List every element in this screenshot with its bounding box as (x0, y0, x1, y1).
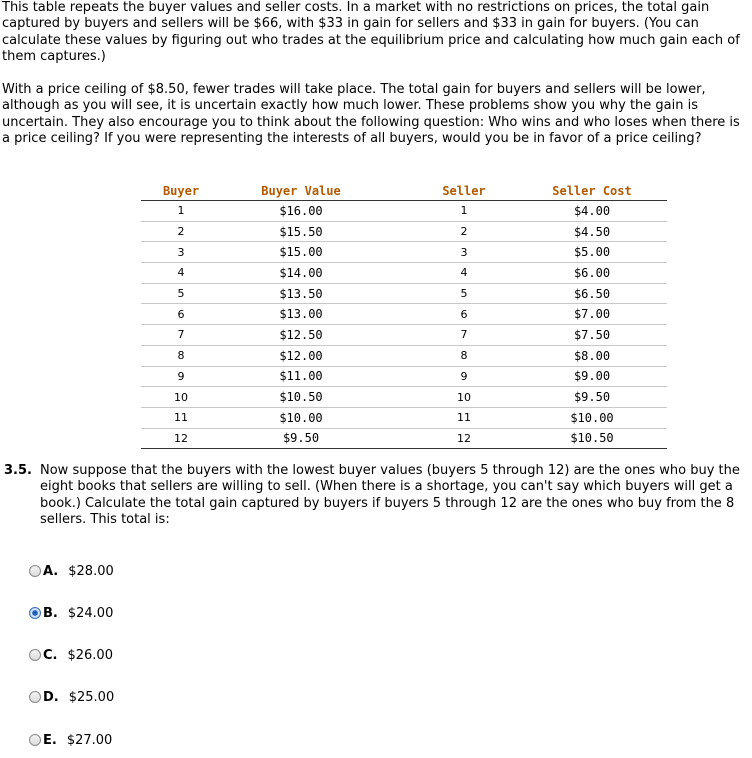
option-letter: C. (43, 647, 58, 663)
seller-number-cell: 1 (411, 201, 517, 222)
buyer-value-cell: $16.00 (221, 201, 381, 222)
buyer-number-cell: 12 (141, 428, 221, 449)
buyer-value-cell: $15.00 (221, 242, 381, 263)
spacer-cell (381, 304, 411, 325)
table-row (141, 407, 667, 428)
seller-cost-cell: $4.50 (517, 221, 667, 242)
table-row (141, 366, 667, 387)
seller-number-cell: 11 (411, 407, 517, 428)
question-text: Now suppose that the buyers with the lowest buyer values (buyers 5 through 12) are the ones who buy the eight books that sellers are willing to sell. (When there is a shortage, you can't say which buyers will get a book.) Calculate the total gain captured by buyers if buyers 5 through 12 are the ones who buy from the 8 sellers. This total is: (40, 463, 740, 528)
seller-cost-cell: $6.50 (517, 283, 667, 304)
seller-cost-cell: $9.50 (517, 387, 667, 408)
table-row (141, 387, 667, 408)
seller-cost-cell: $7.50 (517, 325, 667, 346)
buyer-number-cell: 10 (141, 387, 221, 408)
buyer-number-cell: 1 (141, 201, 221, 222)
radio-icon[interactable] (29, 734, 41, 746)
header-spacer (381, 182, 411, 201)
option-letter: D. (43, 689, 59, 705)
buyer-number-cell: 7 (141, 325, 221, 346)
buyer-number-cell: 5 (141, 283, 221, 304)
seller-cost-cell: $4.00 (517, 201, 667, 222)
seller-cost-cell: $10.00 (517, 407, 667, 428)
buyer-number-cell: 11 (141, 407, 221, 428)
question-number: 3.5. (4, 463, 32, 478)
seller-number-cell: 3 (411, 242, 517, 263)
option-value: $27.00 (66, 732, 113, 748)
option-value: $24.00 (67, 605, 114, 621)
answer-option[interactable] (29, 647, 113, 663)
seller-cost-cell: $7.00 (517, 304, 667, 325)
buyer-number-cell: 8 (141, 345, 221, 366)
buyer-value-cell: $14.00 (221, 263, 381, 284)
buyer-number-cell: 3 (141, 242, 221, 263)
seller-cost-cell: $8.00 (517, 345, 667, 366)
option-letter: E. (43, 732, 57, 748)
buyer-value-cell: $15.50 (221, 221, 381, 242)
buyer-number-cell: 9 (141, 366, 221, 387)
table-row (141, 304, 667, 325)
seller-cost-cell: $6.00 (517, 263, 667, 284)
spacer-cell (381, 325, 411, 346)
answer-option[interactable] (29, 732, 112, 748)
table-row (141, 345, 667, 366)
spacer-cell (381, 345, 411, 366)
seller-number-cell: 6 (411, 304, 517, 325)
spacer-cell (381, 242, 411, 263)
buyer-number-cell: 2 (141, 221, 221, 242)
answer-option[interactable] (29, 689, 114, 705)
table-row (141, 221, 667, 242)
spacer-cell (381, 283, 411, 304)
header-seller: Seller (411, 182, 517, 201)
seller-number-cell: 12 (411, 428, 517, 449)
table-row (141, 201, 667, 222)
table-row (141, 263, 667, 284)
option-value: $26.00 (67, 647, 113, 663)
spacer-cell (381, 428, 411, 449)
buyer-value-cell: $13.00 (221, 304, 381, 325)
radio-icon[interactable] (29, 649, 41, 661)
buyer-seller-table (141, 182, 667, 449)
radio-selected-icon[interactable] (29, 607, 41, 619)
table-header-row (141, 182, 667, 201)
header-buyer: Buyer (141, 182, 221, 201)
spacer-cell (381, 387, 411, 408)
answer-option[interactable] (29, 563, 114, 579)
seller-number-cell: 4 (411, 263, 517, 284)
buyer-value-cell: $12.00 (221, 345, 381, 366)
buyer-number-cell: 6 (141, 304, 221, 325)
buyer-value-cell: $10.50 (221, 387, 381, 408)
seller-number-cell: 10 (411, 387, 517, 408)
buyer-value-cell: $11.00 (221, 366, 381, 387)
seller-number-cell: 5 (411, 283, 517, 304)
header-buyer-value: Buyer Value (221, 182, 381, 201)
buyer-value-cell: $10.00 (221, 407, 381, 428)
buyer-value-cell: $12.50 (221, 325, 381, 346)
table-row (141, 428, 667, 449)
intro-paragraph-2: With a price ceiling of $8.50, fewer trades will take place. The total gain for buyers and sellers will be lower, although as you will see, it is uncertain exactly how much lower. These problems show you why the gain is uncertain. They also encourage you to think about the following question: Who wins and who loses when there is a price ceiling? If you were representing the interests of all buyers, would you be in favor of a price ceiling? (2, 82, 740, 147)
seller-number-cell: 7 (411, 325, 517, 346)
seller-cost-cell: $5.00 (517, 242, 667, 263)
intro-paragraph-1: This table repeats the buyer values and seller costs. In a market with no restrictions on prices, the total gain captured by buyers and sellers will be $66, with $33 in gain for sellers and $33 in gain for buyers. (You can calculate these values by figuring out who trades at the equilibrium price and calculating how much gain each of them captures.) (2, 0, 740, 65)
spacer-cell (381, 263, 411, 284)
buyer-value-cell: $9.50 (221, 428, 381, 449)
radio-icon[interactable] (29, 691, 41, 703)
seller-number-cell: 2 (411, 221, 517, 242)
table-row (141, 325, 667, 346)
seller-number-cell: 9 (411, 366, 517, 387)
table-row (141, 283, 667, 304)
answer-option[interactable] (29, 605, 113, 621)
seller-number-cell: 8 (411, 345, 517, 366)
option-letter: B. (43, 605, 58, 621)
option-letter: A. (43, 563, 59, 579)
buyer-value-cell: $13.50 (221, 283, 381, 304)
seller-cost-cell: $9.00 (517, 366, 667, 387)
spacer-cell (381, 407, 411, 428)
radio-icon[interactable] (29, 565, 41, 577)
spacer-cell (381, 366, 411, 387)
option-value: $28.00 (68, 563, 114, 579)
spacer-cell (381, 221, 411, 242)
table-row (141, 242, 667, 263)
table-body (141, 201, 667, 449)
header-seller-cost: Seller Cost (517, 182, 667, 201)
spacer-cell (381, 201, 411, 222)
option-value: $25.00 (68, 689, 115, 705)
buyer-number-cell: 4 (141, 263, 221, 284)
seller-cost-cell: $10.50 (517, 428, 667, 449)
